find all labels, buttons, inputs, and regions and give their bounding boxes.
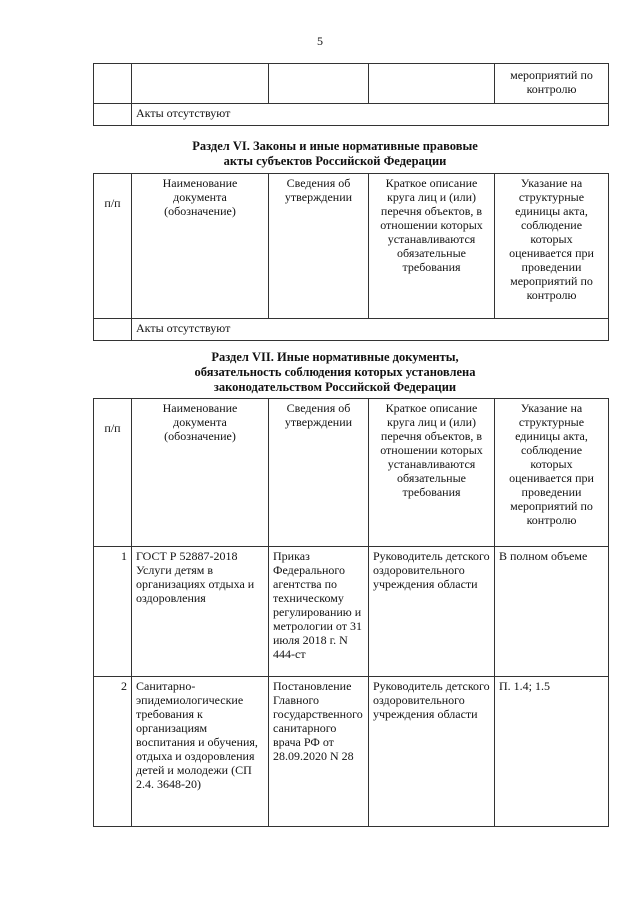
scope-description: Руководитель детского оздоровительного учреждения области (369, 677, 495, 827)
row-number: 2 (94, 677, 132, 827)
header-cell: Наименование документа (обозначение) (132, 399, 269, 547)
empty-cell (369, 64, 495, 104)
header-cell: Краткое описание круга лиц и (или) перечня объектов, в отношении которых устанавливаются обязательные требования (369, 399, 495, 547)
structural-units: П. 1.4; 1.5 (495, 677, 609, 827)
section-7-title: Раздел VII. Иные нормативные документы, обязательность соблюдения которых установлена законодательством Российской Федерации (194, 350, 476, 394)
header-cell: Сведения об утверждении (269, 174, 369, 319)
empty-cell (132, 64, 269, 104)
header-cell: п/п (94, 174, 132, 319)
empty-cell (94, 319, 132, 341)
no-acts-note: Акты отсутствуют (132, 104, 609, 126)
approval-info: Приказ Федерального агентства по техническому регулированию и метрологии от 31 июля 2018 г. N 444-ст (269, 547, 369, 677)
empty-cell (94, 64, 132, 104)
top-continuation-table (93, 63, 609, 126)
header-cell: Сведения об утверждении (269, 399, 369, 547)
header-cell: Указание на структурные единицы акта, соблюдение которых оценивается при проведении мероприятий по контролю (495, 399, 609, 547)
table-row (94, 677, 609, 827)
header-cell: п/п (94, 399, 132, 547)
structural-units: В полном объеме (495, 547, 609, 677)
header-cell: Наименование документа (обозначение) (132, 174, 269, 319)
section-7-table (93, 398, 609, 827)
section-6-table (93, 173, 609, 341)
document-name: Санитарно-эпидемиологические требования к организациям воспитания и обучения, отдыха и оздоровления детей и молодежи (СП 2.4. 3648-20) (132, 677, 269, 827)
document-name: ГОСТ Р 52887-2018 Услуги детям в организациях отдыха и оздоровления (132, 547, 269, 677)
scope-description: Руководитель детского оздоровительного учреждения области (369, 547, 495, 677)
no-acts-note: Акты отсутствуют (132, 319, 609, 341)
empty-cell (269, 64, 369, 104)
page-number: 5 (317, 34, 323, 48)
header-cell: Указание на структурные единицы акта, соблюдение которых оценивается при проведении мероприятий по контролю (495, 174, 609, 319)
table-cell: мероприятий по контролю (495, 64, 609, 104)
row-number: 1 (94, 547, 132, 677)
table-row (94, 547, 609, 677)
empty-cell (94, 104, 132, 126)
section-6-title: Раздел VI. Законы и иные нормативные правовые акты субъектов Российской Федерации (192, 139, 478, 168)
header-cell: Краткое описание круга лиц и (или) перечня объектов, в отношении которых устанавливаются обязательные требования (369, 174, 495, 319)
approval-info: Постановление Главного государственного санитарного врача РФ от 28.09.2020 N 28 (269, 677, 369, 827)
